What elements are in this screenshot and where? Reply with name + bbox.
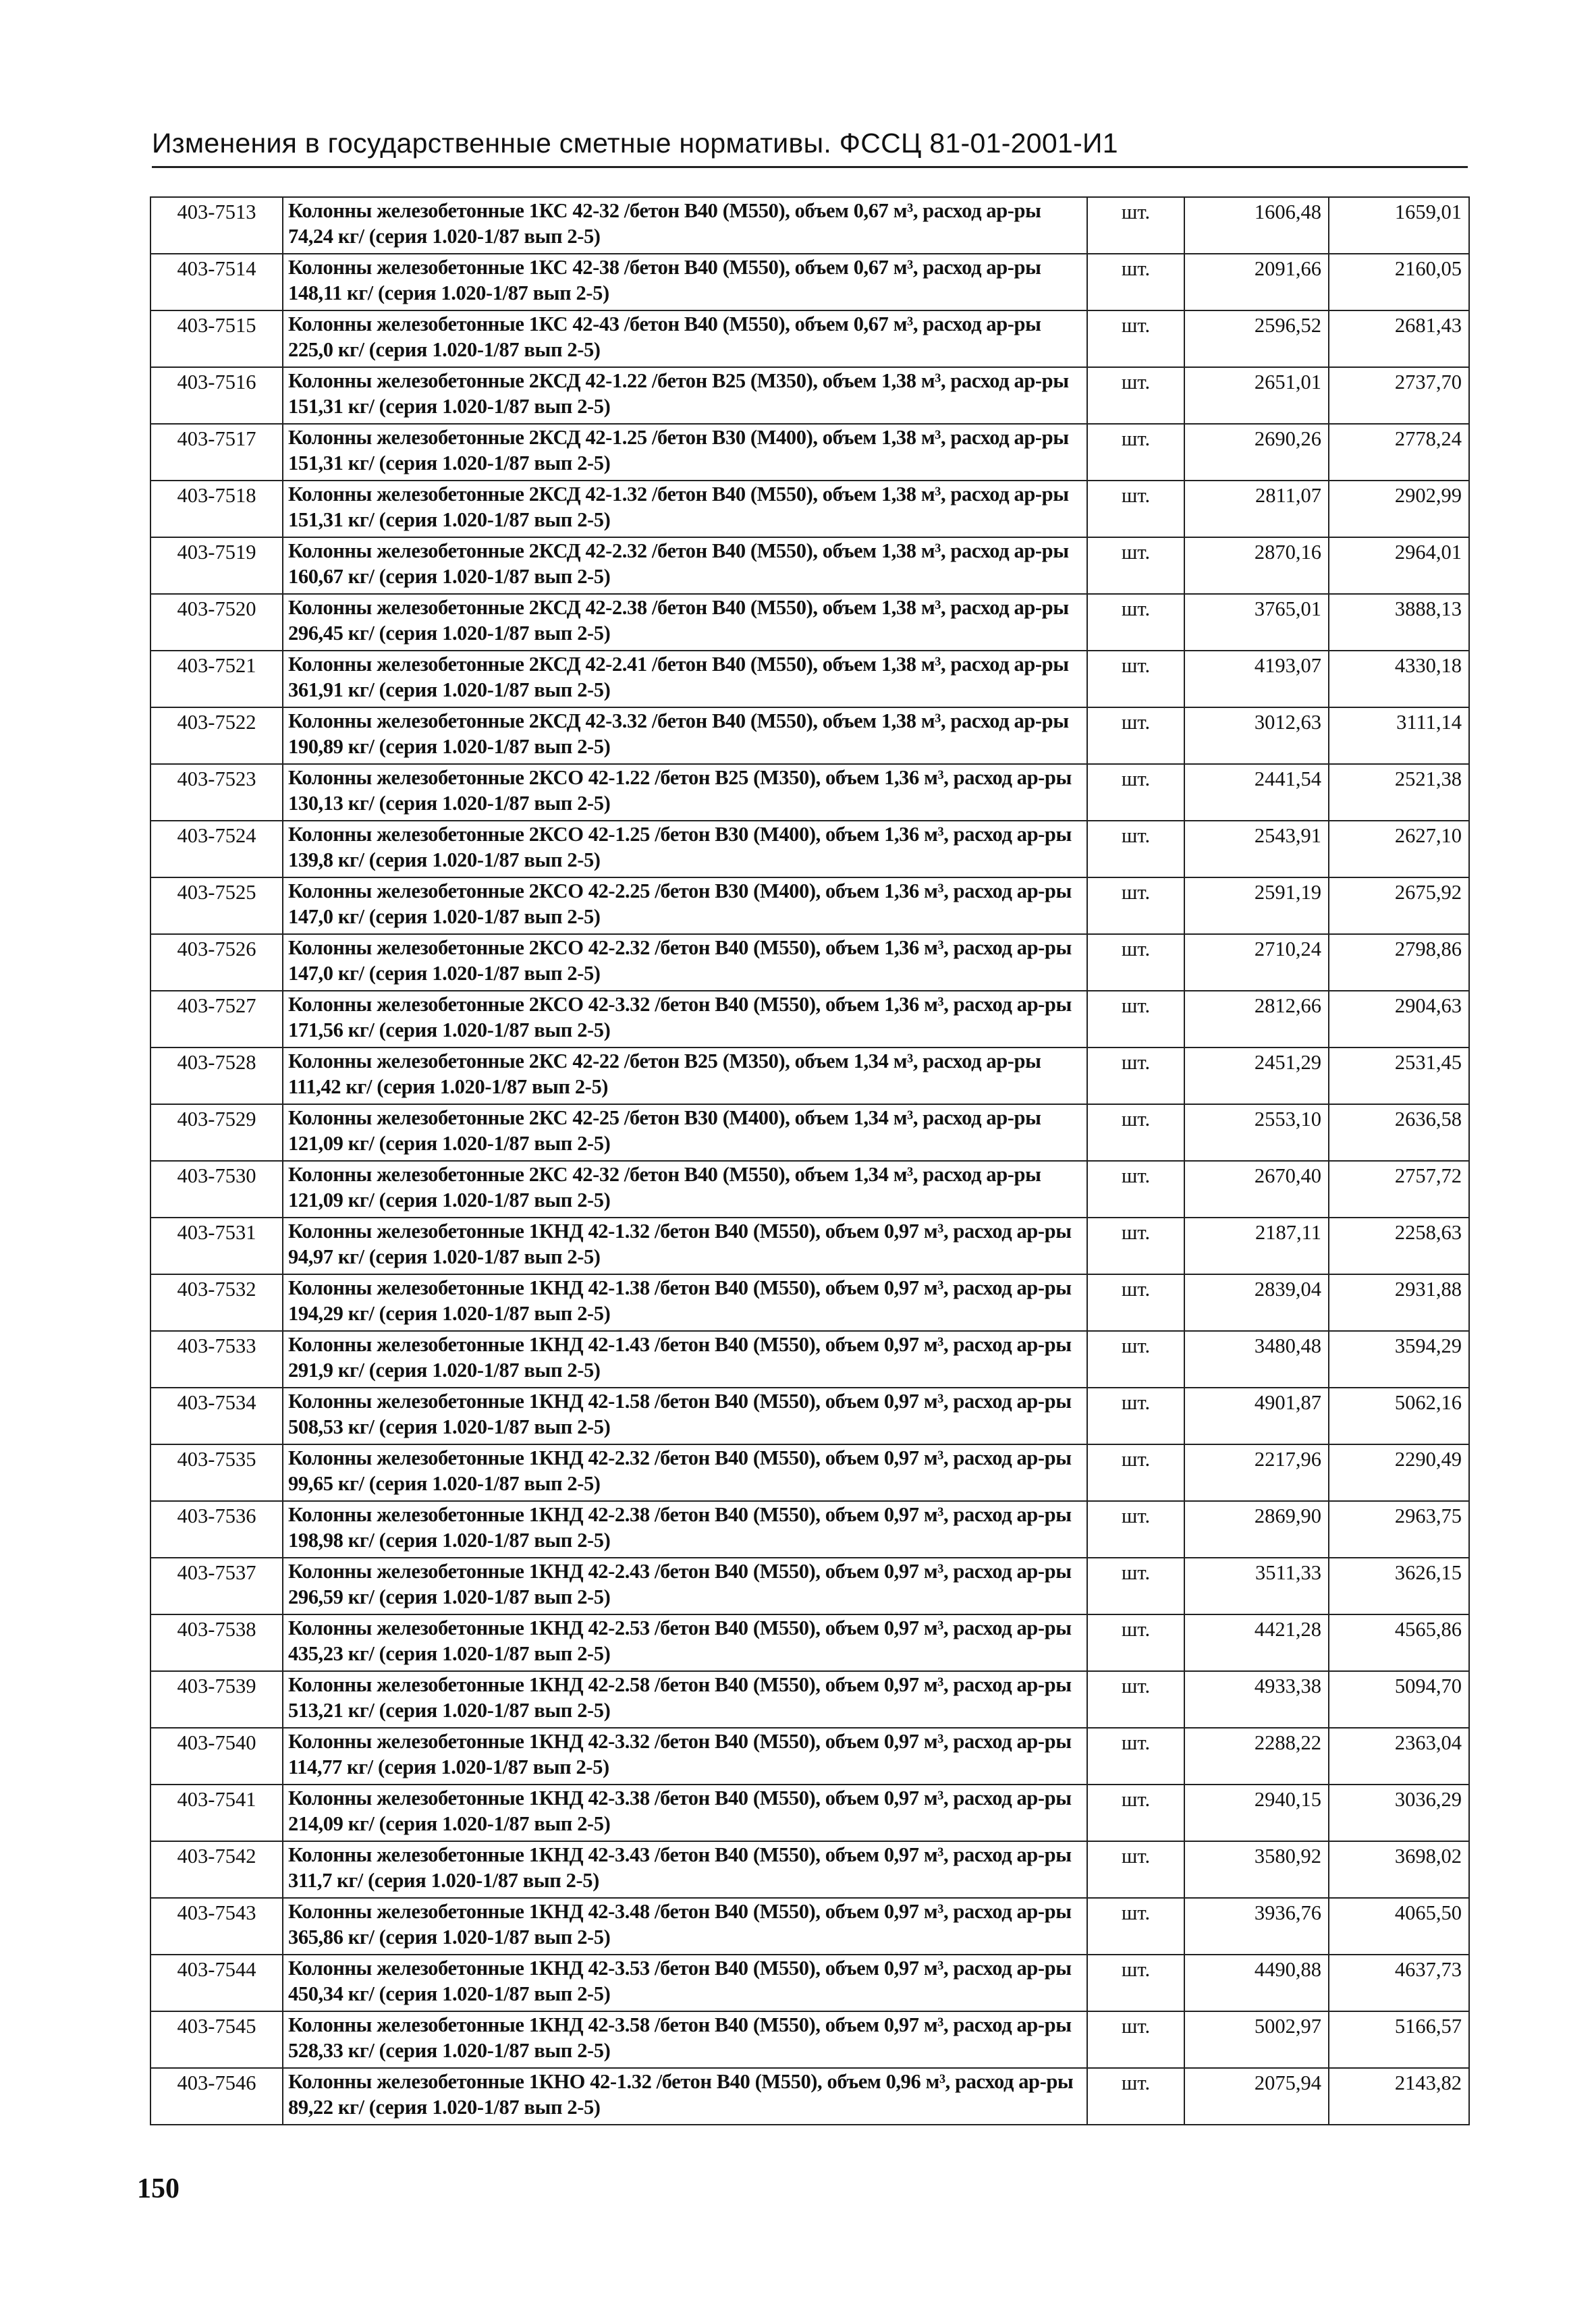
price-cell: 3594,29 bbox=[1329, 1331, 1469, 1388]
price-cell: 2675,92 bbox=[1329, 877, 1469, 934]
resource-code-cell: 403-7534 bbox=[150, 1388, 283, 1444]
description-cell: Колонны железобетонные 1КНД 42-1.38 /бетон В40 (М550), объем 0,97 м³, расход ар-ры 194,29 кг/ (серия 1.020-1/87 вып 2-5) bbox=[283, 1274, 1087, 1331]
description-cell: Колонны железобетонные 1КНД 42-1.32 /бетон В40 (М550), объем 0,97 м³, расход ар-ры 94,97 кг/ (серия 1.020-1/87 вып 2-5) bbox=[283, 1218, 1087, 1274]
price-cell: 2690,26 bbox=[1184, 424, 1329, 481]
description-cell: Колонны железобетонные 1КНД 42-1.58 /бетон В40 (М550), объем 0,97 м³, расход ар-ры 508,53 кг/ (серия 1.020-1/87 вып 2-5) bbox=[283, 1388, 1087, 1444]
price-cell: 3936,76 bbox=[1184, 1898, 1329, 1955]
price-cell: 2869,90 bbox=[1184, 1501, 1329, 1558]
price-cell: 1659,01 bbox=[1329, 197, 1469, 254]
unit-cell: шт. bbox=[1087, 1785, 1184, 1841]
price-cell: 4637,73 bbox=[1329, 1955, 1469, 2011]
table-row bbox=[150, 991, 1469, 1047]
unit-cell: шт. bbox=[1087, 2011, 1184, 2068]
description-cell: Колонны железобетонные 1КНД 42-2.53 /бетон В40 (М550), объем 0,97 м³, расход ар-ры 435,23 кг/ (серия 1.020-1/87 вып 2-5) bbox=[283, 1614, 1087, 1671]
price-cell: 2288,22 bbox=[1184, 1728, 1329, 1785]
description-cell: Колонны железобетонные 1КНД 42-3.38 /бетон В40 (М550), объем 0,97 м³, расход ар-ры 214,09 кг/ (серия 1.020-1/87 вып 2-5) bbox=[283, 1785, 1087, 1841]
description-cell: Колонны железобетонные 1КНД 42-3.43 /бетон В40 (М550), объем 0,97 м³, расход ар-ры 311,7 кг/ (серия 1.020-1/87 вып 2-5) bbox=[283, 1841, 1087, 1898]
table-row bbox=[150, 934, 1469, 991]
description-cell: Колонны железобетонные 1КНД 42-3.48 /бетон В40 (М550), объем 0,97 м³, расход ар-ры 365,86 кг/ (серия 1.020-1/87 вып 2-5) bbox=[283, 1898, 1087, 1955]
unit-cell: шт. bbox=[1087, 1955, 1184, 2011]
table-row bbox=[150, 537, 1469, 594]
price-cell: 2902,99 bbox=[1329, 481, 1469, 537]
description-cell: Колонны железобетонные 2КСО 42-1.22 /бетон В25 (М350), объем 1,36 м³, расход ар-ры 130,13 кг/ (серия 1.020-1/87 вып 2-5) bbox=[283, 764, 1087, 821]
unit-cell: шт. bbox=[1087, 197, 1184, 254]
table-row bbox=[150, 424, 1469, 481]
description-cell: Колонны железобетонные 2КС 42-25 /бетон В30 (М400), объем 1,34 м³, расход ар-ры 121,09 кг/ (серия 1.020-1/87 вып 2-5) bbox=[283, 1104, 1087, 1161]
description-cell: Колонны железобетонные 1КНО 42-1.32 /бетон В40 (М550), объем 0,96 м³, расход ар-ры 89,22 кг/ (серия 1.020-1/87 вып 2-5) bbox=[283, 2068, 1087, 2125]
price-cell: 2940,15 bbox=[1184, 1785, 1329, 1841]
unit-cell: шт. bbox=[1087, 367, 1184, 424]
price-cell: 2963,75 bbox=[1329, 1501, 1469, 1558]
unit-cell: шт. bbox=[1087, 991, 1184, 1047]
price-cell: 2812,66 bbox=[1184, 991, 1329, 1047]
price-cell: 2839,04 bbox=[1184, 1274, 1329, 1331]
table-row bbox=[150, 1728, 1469, 1785]
price-cell: 2217,96 bbox=[1184, 1444, 1329, 1501]
price-cell: 2870,16 bbox=[1184, 537, 1329, 594]
price-cell: 3111,14 bbox=[1329, 707, 1469, 764]
description-cell: Колонны железобетонные 1КНД 42-1.43 /бетон В40 (М550), объем 0,97 м³, расход ар-ры 291,9 кг/ (серия 1.020-1/87 вып 2-5) bbox=[283, 1331, 1087, 1388]
resource-code-cell: 403-7542 bbox=[150, 1841, 283, 1898]
description-cell: Колонны железобетонные 2КСД 42-2.38 /бетон В40 (М550), объем 1,38 м³, расход ар-ры 296,45 кг/ (серия 1.020-1/87 вып 2-5) bbox=[283, 594, 1087, 651]
price-cell: 3698,02 bbox=[1329, 1841, 1469, 1898]
unit-cell: шт. bbox=[1087, 1558, 1184, 1614]
description-cell: Колонны железобетонные 1КНД 42-2.43 /бетон В40 (М550), объем 0,97 м³, расход ар-ры 296,59 кг/ (серия 1.020-1/87 вып 2-5) bbox=[283, 1558, 1087, 1614]
description-cell: Колонны железобетонные 2КСД 42-1.32 /бетон В40 (М550), объем 1,38 м³, расход ар-ры 151,31 кг/ (серия 1.020-1/87 вып 2-5) bbox=[283, 481, 1087, 537]
table-row bbox=[150, 1104, 1469, 1161]
price-cell: 2091,66 bbox=[1184, 254, 1329, 310]
price-cell: 4565,86 bbox=[1329, 1614, 1469, 1671]
price-cell: 2258,63 bbox=[1329, 1218, 1469, 1274]
unit-cell: шт. bbox=[1087, 1444, 1184, 1501]
unit-cell: шт. bbox=[1087, 2068, 1184, 2125]
price-cell: 5166,57 bbox=[1329, 2011, 1469, 2068]
price-cell: 2553,10 bbox=[1184, 1104, 1329, 1161]
resource-code-cell: 403-7517 bbox=[150, 424, 283, 481]
page-header: Изменения в государственные сметные нормативы. ФССЦ 81-01-2001-И1 bbox=[152, 128, 1118, 159]
price-cell: 4901,87 bbox=[1184, 1388, 1329, 1444]
unit-cell: шт. bbox=[1087, 254, 1184, 310]
resource-code-cell: 403-7522 bbox=[150, 707, 283, 764]
description-cell: Колонны железобетонные 2КСД 42-2.32 /бетон В40 (М550), объем 1,38 м³, расход ар-ры 160,67 кг/ (серия 1.020-1/87 вып 2-5) bbox=[283, 537, 1087, 594]
price-cell: 2591,19 bbox=[1184, 877, 1329, 934]
price-cell: 2160,05 bbox=[1329, 254, 1469, 310]
price-cell: 4421,28 bbox=[1184, 1614, 1329, 1671]
price-cell: 3036,29 bbox=[1329, 1785, 1469, 1841]
unit-cell: шт. bbox=[1087, 310, 1184, 367]
header-rule bbox=[152, 166, 1468, 168]
table-row bbox=[150, 1047, 1469, 1104]
resource-code-cell: 403-7527 bbox=[150, 991, 283, 1047]
unit-cell: шт. bbox=[1087, 1501, 1184, 1558]
resource-code-cell: 403-7525 bbox=[150, 877, 283, 934]
price-cell: 3012,63 bbox=[1184, 707, 1329, 764]
unit-cell: шт. bbox=[1087, 1331, 1184, 1388]
price-cell: 2681,43 bbox=[1329, 310, 1469, 367]
table-row bbox=[150, 2068, 1469, 2125]
price-table-body bbox=[150, 197, 1469, 2125]
table-row bbox=[150, 594, 1469, 651]
description-cell: Колонны железобетонные 1КНД 42-2.58 /бетон В40 (М550), объем 0,97 м³, расход ар-ры 513,21 кг/ (серия 1.020-1/87 вып 2-5) bbox=[283, 1671, 1087, 1728]
price-cell: 1606,48 bbox=[1184, 197, 1329, 254]
resource-code-cell: 403-7526 bbox=[150, 934, 283, 991]
price-cell: 3580,92 bbox=[1184, 1841, 1329, 1898]
unit-cell: шт. bbox=[1087, 1898, 1184, 1955]
table-row bbox=[150, 1444, 1469, 1501]
unit-cell: шт. bbox=[1087, 934, 1184, 991]
price-cell: 2931,88 bbox=[1329, 1274, 1469, 1331]
table-row bbox=[150, 1614, 1469, 1671]
resource-code-cell: 403-7539 bbox=[150, 1671, 283, 1728]
price-cell: 2904,63 bbox=[1329, 991, 1469, 1047]
unit-cell: шт. bbox=[1087, 1104, 1184, 1161]
price-cell: 2964,01 bbox=[1329, 537, 1469, 594]
unit-cell: шт. bbox=[1087, 594, 1184, 651]
price-cell: 5094,70 bbox=[1329, 1671, 1469, 1728]
description-cell: Колонны железобетонные 2КСО 42-1.25 /бетон В30 (М400), объем 1,36 м³, расход ар-ры 139,8 кг/ (серия 1.020-1/87 вып 2-5) bbox=[283, 821, 1087, 877]
unit-cell: шт. bbox=[1087, 707, 1184, 764]
unit-cell: шт. bbox=[1087, 1841, 1184, 1898]
resource-code-cell: 403-7520 bbox=[150, 594, 283, 651]
resource-code-cell: 403-7528 bbox=[150, 1047, 283, 1104]
description-cell: Колонны железобетонные 2КСД 42-1.25 /бетон В30 (М400), объем 1,38 м³, расход ар-ры 151,31 кг/ (серия 1.020-1/87 вып 2-5) bbox=[283, 424, 1087, 481]
description-cell: Колонны железобетонные 1КНД 42-3.32 /бетон В40 (М550), объем 0,97 м³, расход ар-ры 114,77 кг/ (серия 1.020-1/87 вып 2-5) bbox=[283, 1728, 1087, 1785]
price-cell: 3888,13 bbox=[1329, 594, 1469, 651]
table-row bbox=[150, 254, 1469, 310]
description-cell: Колонны железобетонные 1КНД 42-2.38 /бетон В40 (М550), объем 0,97 м³, расход ар-ры 198,98 кг/ (серия 1.020-1/87 вып 2-5) bbox=[283, 1501, 1087, 1558]
price-cell: 2451,29 bbox=[1184, 1047, 1329, 1104]
resource-code-cell: 403-7521 bbox=[150, 651, 283, 707]
resource-code-cell: 403-7538 bbox=[150, 1614, 283, 1671]
table-row bbox=[150, 651, 1469, 707]
table-row bbox=[150, 1501, 1469, 1558]
price-cell: 2290,49 bbox=[1329, 1444, 1469, 1501]
table-row bbox=[150, 1161, 1469, 1218]
price-cell: 2670,40 bbox=[1184, 1161, 1329, 1218]
table-row bbox=[150, 821, 1469, 877]
table-row bbox=[150, 1388, 1469, 1444]
unit-cell: шт. bbox=[1087, 1161, 1184, 1218]
price-cell: 2075,94 bbox=[1184, 2068, 1329, 2125]
page-number: 150 bbox=[137, 2173, 180, 2204]
price-cell: 2636,58 bbox=[1329, 1104, 1469, 1161]
price-cell: 4193,07 bbox=[1184, 651, 1329, 707]
resource-code-cell: 403-7523 bbox=[150, 764, 283, 821]
unit-cell: шт. bbox=[1087, 1728, 1184, 1785]
table-row bbox=[150, 197, 1469, 254]
description-cell: Колонны железобетонные 2КС 42-32 /бетон В40 (М550), объем 1,34 м³, расход ар-ры 121,09 кг/ (серия 1.020-1/87 вып 2-5) bbox=[283, 1161, 1087, 1218]
price-cell: 3480,48 bbox=[1184, 1331, 1329, 1388]
table-row bbox=[150, 1558, 1469, 1614]
resource-code-cell: 403-7545 bbox=[150, 2011, 283, 2068]
table-row bbox=[150, 707, 1469, 764]
description-cell: Колонны железобетонные 2КСО 42-3.32 /бетон В40 (М550), объем 1,36 м³, расход ар-ры 171,56 кг/ (серия 1.020-1/87 вып 2-5) bbox=[283, 991, 1087, 1047]
unit-cell: шт. bbox=[1087, 537, 1184, 594]
resource-code-cell: 403-7515 bbox=[150, 310, 283, 367]
description-cell: Колонны железобетонные 1КС 42-32 /бетон В40 (М550), объем 0,67 м³, расход ар-ры 74,24 кг/ (серия 1.020-1/87 вып 2-5) bbox=[283, 197, 1087, 254]
price-cell: 2143,82 bbox=[1329, 2068, 1469, 2125]
price-cell: 2531,45 bbox=[1329, 1047, 1469, 1104]
price-cell: 3765,01 bbox=[1184, 594, 1329, 651]
price-cell: 2778,24 bbox=[1329, 424, 1469, 481]
table-row bbox=[150, 877, 1469, 934]
description-cell: Колонны железобетонные 2КСД 42-1.22 /бетон В25 (М350), объем 1,38 м³, расход ар-ры 151,31 кг/ (серия 1.020-1/87 вып 2-5) bbox=[283, 367, 1087, 424]
price-cell: 4330,18 bbox=[1329, 651, 1469, 707]
table-row bbox=[150, 1785, 1469, 1841]
price-cell: 2627,10 bbox=[1329, 821, 1469, 877]
price-cell: 4065,50 bbox=[1329, 1898, 1469, 1955]
resource-code-cell: 403-7541 bbox=[150, 1785, 283, 1841]
resource-code-cell: 403-7543 bbox=[150, 1898, 283, 1955]
price-cell: 4490,88 bbox=[1184, 1955, 1329, 2011]
description-cell: Колонны железобетонные 2КСД 42-2.41 /бетон В40 (М550), объем 1,38 м³, расход ар-ры 361,91 кг/ (серия 1.020-1/87 вып 2-5) bbox=[283, 651, 1087, 707]
unit-cell: шт. bbox=[1087, 1047, 1184, 1104]
description-cell: Колонны железобетонные 2КСО 42-2.25 /бетон В30 (М400), объем 1,36 м³, расход ар-ры 147,0 кг/ (серия 1.020-1/87 вып 2-5) bbox=[283, 877, 1087, 934]
price-cell: 2710,24 bbox=[1184, 934, 1329, 991]
resource-code-cell: 403-7537 bbox=[150, 1558, 283, 1614]
resource-code-cell: 403-7516 bbox=[150, 367, 283, 424]
resource-code-cell: 403-7530 bbox=[150, 1161, 283, 1218]
unit-cell: шт. bbox=[1087, 764, 1184, 821]
price-cell: 2596,52 bbox=[1184, 310, 1329, 367]
table-row bbox=[150, 1955, 1469, 2011]
resource-code-cell: 403-7518 bbox=[150, 481, 283, 537]
table-row bbox=[150, 481, 1469, 537]
unit-cell: шт. bbox=[1087, 877, 1184, 934]
resource-code-cell: 403-7531 bbox=[150, 1218, 283, 1274]
resource-code-cell: 403-7529 bbox=[150, 1104, 283, 1161]
description-cell: Колонны железобетонные 1КНД 42-2.32 /бетон В40 (М550), объем 0,97 м³, расход ар-ры 99,65 кг/ (серия 1.020-1/87 вып 2-5) bbox=[283, 1444, 1087, 1501]
unit-cell: шт. bbox=[1087, 1388, 1184, 1444]
resource-code-cell: 403-7546 bbox=[150, 2068, 283, 2125]
description-cell: Колонны железобетонные 1КНД 42-3.58 /бетон В40 (М550), объем 0,97 м³, расход ар-ры 528,33 кг/ (серия 1.020-1/87 вып 2-5) bbox=[283, 2011, 1087, 2068]
resource-code-cell: 403-7532 bbox=[150, 1274, 283, 1331]
resource-code-cell: 403-7513 bbox=[150, 197, 283, 254]
description-cell: Колонны железобетонные 1КНД 42-3.53 /бетон В40 (М550), объем 0,97 м³, расход ар-ры 450,34 кг/ (серия 1.020-1/87 вып 2-5) bbox=[283, 1955, 1087, 2011]
price-cell: 5002,97 bbox=[1184, 2011, 1329, 2068]
table-row bbox=[150, 764, 1469, 821]
description-cell: Колонны железобетонные 2КСО 42-2.32 /бетон В40 (М550), объем 1,36 м³, расход ар-ры 147,0 кг/ (серия 1.020-1/87 вып 2-5) bbox=[283, 934, 1087, 991]
price-cell: 5062,16 bbox=[1329, 1388, 1469, 1444]
price-table bbox=[150, 196, 1470, 2125]
table-row bbox=[150, 1218, 1469, 1274]
price-cell: 2757,72 bbox=[1329, 1161, 1469, 1218]
description-cell: Колонны железобетонные 1КС 42-38 /бетон В40 (М550), объем 0,67 м³, расход ар-ры 148,11 кг/ (серия 1.020-1/87 вып 2-5) bbox=[283, 254, 1087, 310]
table-row bbox=[150, 310, 1469, 367]
unit-cell: шт. bbox=[1087, 424, 1184, 481]
table-row bbox=[150, 1331, 1469, 1388]
table-row bbox=[150, 1274, 1469, 1331]
resource-code-cell: 403-7533 bbox=[150, 1331, 283, 1388]
resource-code-cell: 403-7544 bbox=[150, 1955, 283, 2011]
table-row bbox=[150, 2011, 1469, 2068]
table-row bbox=[150, 1898, 1469, 1955]
price-cell: 3511,33 bbox=[1184, 1558, 1329, 1614]
price-cell: 2543,91 bbox=[1184, 821, 1329, 877]
price-cell: 2521,38 bbox=[1329, 764, 1469, 821]
resource-code-cell: 403-7540 bbox=[150, 1728, 283, 1785]
description-cell: Колонны железобетонные 2КСД 42-3.32 /бетон В40 (М550), объем 1,38 м³, расход ар-ры 190,89 кг/ (серия 1.020-1/87 вып 2-5) bbox=[283, 707, 1087, 764]
unit-cell: шт. bbox=[1087, 1274, 1184, 1331]
unit-cell: шт. bbox=[1087, 481, 1184, 537]
resource-code-cell: 403-7519 bbox=[150, 537, 283, 594]
table-row bbox=[150, 1841, 1469, 1898]
table-row bbox=[150, 1671, 1469, 1728]
unit-cell: шт. bbox=[1087, 1218, 1184, 1274]
price-cell: 4933,38 bbox=[1184, 1671, 1329, 1728]
price-cell: 2441,54 bbox=[1184, 764, 1329, 821]
price-cell: 2811,07 bbox=[1184, 481, 1329, 537]
unit-cell: шт. bbox=[1087, 821, 1184, 877]
price-cell: 2737,70 bbox=[1329, 367, 1469, 424]
price-cell: 3626,15 bbox=[1329, 1558, 1469, 1614]
resource-code-cell: 403-7514 bbox=[150, 254, 283, 310]
resource-code-cell: 403-7535 bbox=[150, 1444, 283, 1501]
unit-cell: шт. bbox=[1087, 651, 1184, 707]
resource-code-cell: 403-7536 bbox=[150, 1501, 283, 1558]
price-cell: 2798,86 bbox=[1329, 934, 1469, 991]
unit-cell: шт. bbox=[1087, 1614, 1184, 1671]
price-cell: 2363,04 bbox=[1329, 1728, 1469, 1785]
price-cell: 2187,11 bbox=[1184, 1218, 1329, 1274]
table-row bbox=[150, 367, 1469, 424]
resource-code-cell: 403-7524 bbox=[150, 821, 283, 877]
unit-cell: шт. bbox=[1087, 1671, 1184, 1728]
description-cell: Колонны железобетонные 1КС 42-43 /бетон В40 (М550), объем 0,67 м³, расход ар-ры 225,0 кг/ (серия 1.020-1/87 вып 2-5) bbox=[283, 310, 1087, 367]
price-cell: 2651,01 bbox=[1184, 367, 1329, 424]
description-cell: Колонны железобетонные 2КС 42-22 /бетон В25 (М350), объем 1,34 м³, расход ар-ры 111,42 кг/ (серия 1.020-1/87 вып 2-5) bbox=[283, 1047, 1087, 1104]
